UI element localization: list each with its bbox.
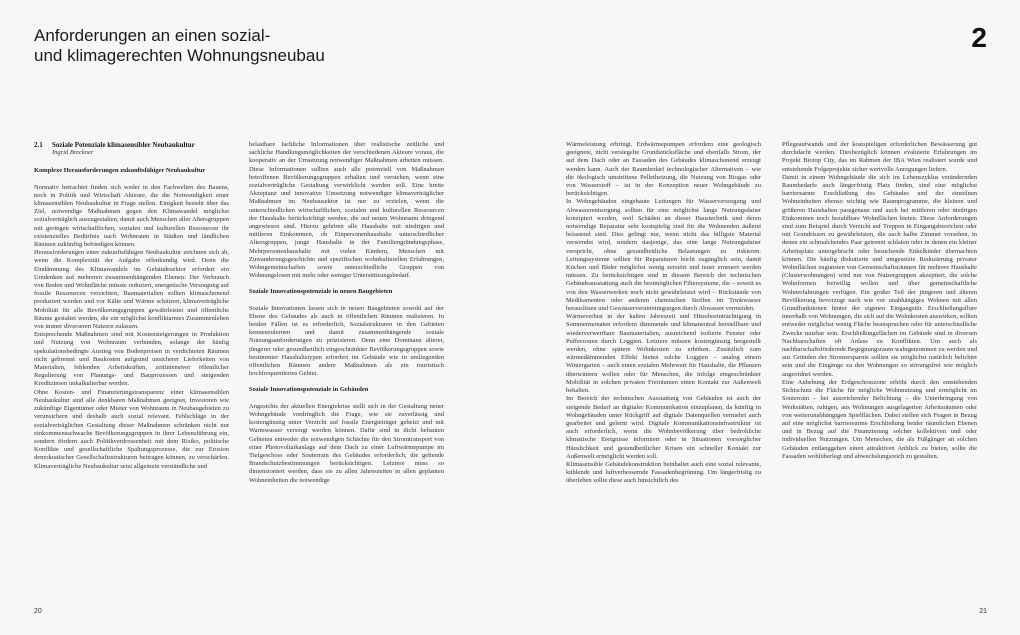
subheading: Soziale Innovationspotenziale in Gebäuden [249,386,369,394]
chapter-title-line2: und klimagerechten Wohnungsneubau [34,46,325,65]
paragraph: Normativ betrachtet finden sich weder in den Fachwelten des Bauens, noch in Politik und Wirtschaft Akteure, die die Notwendigkeit einer klimasensiblen Neubaukultur in Frage stellen. Einigkeit besteht über das Ziel, notwendige Maßnahmen gegen den Klimawandel möglichst sozialverträglich auszugestalten, damit auch Menschen aller Altersgruppen mit geringen wirtschaftlichen, sozialen und kulturellen Ressourcen ihr existenzielles Bedürfnis nach Wohnraum in Städten und ländlichen Räumen zukünftig befriedigen können. [34,183,229,249]
section-title: Soziale Potenziale klimasensibler Neubaukultur [52,141,195,149]
paragraph: Ohne Kosten- und Finanzierungstransparenz einer klimasensiblen Neubaukultur sind alle denkbaren Maßnahmen geeignet, Investoren wie zukünftige Eigentümer oder Mieter von Wohnraum in Neubaugebieten zu verunsichern und deshalb auch sozial relevant. Fehlschläge in der sozialverträglichen Gestaltung dieser Maßnahmen schränken nicht nur einkommensschwache Bevölkerungsgruppen in ihrer Lebensführung ein, sondern fördern auch Politikverdrossenheit mit dem Risiko, politische Konflikte und gesellschaftliche Spaltungsprozesse, die zur Erosion demokratischer Gesellschaftsstrukturen beitragen können, zu verschärfen. Klimaverträgliche Neubaukultur setzt allgemein verständliche und [34,388,229,470]
paragraph: Soziale Innovationen lassen sich in neuen Baugebieten sowohl auf der Ebene des Gebäudes als auch in öffentlichen Räumen realisieren. In beiden Fällen ist es erforderlich, Sozialstrukturen in den Gebieten kennenzulernen und damit zusammenhängende soziale Nutzungsanforderungen zu präzisieren. Denn eine Dominanz älterer, jüngerer oder gesundheitlich eingeschränkter Bevölkerungsgruppen sowie bestimmter Haushaltstypen erfordert im Gebäude wie in umliegenden öffentlichen Räumen andere Maßnahmen als ein touristisch hochfrequentiertes Gebiet. [249,304,444,378]
paragraph: Wärmeleistung erbringt. Erdwärmepumpen erfordern eine geologisch geeignete, nicht versiegelte Grundstücksfläche und ebenfalls Strom, der auf dem Dach oder an Fassaden des Gebäudes klimaschonend erzeugt werden kann. Auch der Raumbedarf technologischer Alternativen – wie die ökologisch umstrittene Pelletheizung, die Nutzung von Biogas oder von Wasserstoff – ist in der Konzeption neuer Wohngebäude zu berücksichtigen. [566,141,761,198]
subheading: Soziale Innovationspotenziale in neuen Baugebieten [249,288,393,296]
paragraph: Entsprechende Maßnahmen sind mit Kostensteigerungen in Produktion und Nutzung von Wohnraum verbunden, solange der häufig spekulationsbedingte Anstieg von Bodenpreisen in verdichteten Räumen nicht gebremst und Baukosten aufgrund unsicherer Lieferketten von Materialien, fehlenden Arbeitskräften, zeitintensiver öffentlicher Regulierung von Planungs- und Bauprozessen und steigenden Kreditzinsen unkalkulierbar werden. [34,331,229,388]
chapter-number: 2 [971,22,987,53]
paragraph: Pflegeaufwands und der kostspieligen erforderlichen Bewässerung gut durchdacht werden. Diesbezüglich können evaluierte Erfahrungen im Projekt Biotop City, das im Rahmen der IBA Wien realisiert wurde und entstehende Folgeprojekte sicher wertvolle Anregungen liefern. [782,141,977,173]
paragraph: In Wohngebäuden eingebaute Leitungen für Wasserversorgung und Abwasserentsorgung sollten für eine möglichst lange Nutzungsdauer konzipiert werden, weil Schäden an dieser Haustechnik und deren notwendige Reparatur sehr kostspielig sind für die Wohnenden äußerst belastend sind. Dies gelingt nur, wenn nicht das billigste Material verwendet wird, sondern dasjenige, das eine lange Nutzungsdauer verspricht, ohne gesundheitliche Belastungen zu riskieren. Leitungssysteme sollten für Reparaturen leicht zugänglich sein, damit Küchen und Bäder möglichst wenig zerstört und teuer erneuert werden müssen. Zu berücksichtigen sind in diesem Bereich der technischen Gebäudeausstattung auch die bestmöglichen Filtersysteme, die – soweit es von den Wasserwerken noch nicht gewährleistet wird – Rückstände von Medikamenten oder anderen chemischen Stoffen im Trinkwasser herauslösen und Gewässerverunreinigungen durch Abwasser vermeiden. [566,198,761,313]
subheading: Komplexe Herausforderungen zukunftsfähiger Neubaukultur [34,167,206,175]
paragraph-gap [249,280,444,288]
paragraph: belastbare fachliche Informationen über realistische zeitliche und sachliche Handlungsmöglichkeiten der verschiedenen Akteure voraus, die kooperativ an der Umsetzung notwendiger Maßnahmen arbeiten müssen. Diese Informationen sollten auch alle potenziell von Maßnahmen betroffenen Bevölkerungsgruppen erhalten und verstehen, wenn eine sozialverträgliche Gestaltung verwirklicht werden soll. Eine breite Akzeptanz und innovative Umsetzung notwendiger klimaverträglicher Maßnahmen im Neubausektor ist nur zu erzielen, wenn die unterschiedlichen wirtschaftlichen, sozialen und kulturellen Ressourcen der Haushalte berücksichtigt werden, die auf neuen Wohnraum dringend angewiesen sind. Hierzu gehören alle Haushalte mit niedrigen und mittleren Einkommen, ob Einpersonenhaushalte unterschiedlicher Altersgruppen, junge Haushalte in der Familiengründungsphase, Mehrpersonenhaushalte mit vielen Kindern, Menschen mit Zuwanderungsgeschichte und spezifischen wohnkulturellen Erfahrungen, Wohngemeinschaften sowie unterschiedliche Gruppen von Wohnungslosen mit mehr oder weniger Unterstützungsbedarf. [249,141,444,280]
text-column-2 [249,141,444,485]
paragraph: Angesichts der aktuellen Energiekrise stellt sich in der Gestaltung neuer Wohngebäude vordringlich die Frage, wie sie zuverlässig und kostengünstig unter Verzicht auf fossile Energieträger geheizt und mit Warmwasser versorgt werden können. Dafür sind in dicht bebauten Gebieten entweder die notwendigen Schächte für den Stromtransport von einer Photovoltaikanlage auf dem Dach zu einer Luftwärmepumpe im Tiefgeschoss oder Souterrain des Gebäudes erforderlich, die geltende Brandschutzbestimmungen berücksichtigen. Letztere muss so dimensioniert werden, dass sie zu allen Jahreszeiten in allen geplanten Wohneinheiten die notwendige [249,402,444,484]
text-column-3 [566,141,761,486]
paragraph-gap [34,176,229,184]
text-column-1 [34,141,229,471]
paragraph-gap [249,395,444,403]
paragraph-gap [249,378,444,386]
paragraph: Damit in einem Wohngebäude die sich im Lebenszyklus verändernden Raumbedarfe auch längerfristig Platz finden, sind eine möglichst barrierearme Erschließung des Gebäudes und der einzelnen Wohneinheiten ebenso wichtig wie Raumprogramme, die kleinen und größeren Haushalten passgenaue und auch bei mittleren oder niedrigen Einkommen noch bezahlbare Wohnflächen bieten. Diese Anforderungen sind zum Beispiel durch Verzicht auf Treppen in Eingangsbereichen oder mit Grundrissen zu gewährleisten, die auch halbe Zimmer vorsehen, in denen ein schmalchendes Paar getrennt schlafen oder in denen ein kleiner Arbeitsplatz untergebracht oder besuchende Enkelkinder übernachten können. Die häufig diskutierte und umgesetzte Reduzierung privater Wohnflächen zugunsten von Gemeinschaftsräumen für mehrere Haushalte (Clusterwohnungen) wird nur von Nutzergruppen akzeptiert, die solche Wohnformen freiwillig wollen und über gemeinschaftliche Wohnerfahrungen verfügen. Ein großer Teil der jüngeren und älteren Bevölkerung bevorzugt nach wie vor unabhängiges Wohnen mit allen Grundfunktionen hinter der eigenen Eingangstür. Erschließungsflure innerhalb von Wohnungen, die sich auf die Wohnkosten auswirken, sollten entweder möglichst wenig Fläche beanspruchen oder für unterschiedliche Zwecke nutzbar sein. Erschließungsflächen im Gebäude sind in diversen Nachbarschaften oft Anlass zu Konflikten. Um auch als nachbarschaftsfördernde Begegnungsraum wahrgenommen zu werden und aus Gründen der Stromersparnis sollten sie möglichst natürlich belichtet sein und die Eingänge zu den Wohnungen so störungsfrei wie möglich angeordnet werden. [782,173,977,378]
chapter-title-line1: Anforderungen an einen sozial- [34,26,271,45]
section-author: Ingrid Breckner [52,149,94,157]
paragraph: Im Bereich der technischen Ausstattung von Gebäuden ist auch der steigende Bedarf an digitaler Kommunikation einzuplanen, da künftig in Wohngebäuden unter Rückgriff auf digitale Datenquellen vermehrt auch gearbeitet und gelernt wird. Digitale Kommunikationsinfrastruktur ist auch erforderlich, wenn die Wohnbevölkerung über bedrohliche klimatische Ereignisse informiert oder in Situationen vorsorglicher Häuslichkeit und gesundheitlicher Krisen ein schneller Kontakt zur Außenwelt ermöglicht werden soll. [566,395,761,460]
paragraph-gap [249,297,444,305]
paragraph: Herausforderungen einer zukunftsfähigen Neubaukultur zeichnen sich ab, wenn die Komplexität der Aufgabe offenkundig wird. Denn die Eindämmung des Klimawandels im Gebäudesektor erfordert ein Umdenken auf mehreren zusammenhängenden Ebenen: Der Verbrauch von Boden und Wohnfläche müsste reduziert, energetische Versorgung auf fossile Ressourcen verzichten, Baumaterialien sollten klimaschonend produziert werden und vor Kälte und Wärme schützen, klimaverträgliche Mobilität für alle Bevölkerungsgruppen gewährleistet und öffentliche Räume gestaltet werden, die ein möglichst konfliktarmes Zusammenleben von immer diverseren Nutzern zulassen. [34,249,229,331]
section-heading [34,141,229,149]
page-number-left: 20 [34,608,42,615]
paragraph: Wärmeverlust in der kalten Jahreszeit und Hitzebeeinträchtigung in Sommermonaten erfordern dämmende und klimaneutral herstellbare und wiederverwertbare Baumaterialien, ausreichend isolierte Fenster oder Pufferzonen durch Loggien. Letztere müssen kostengünstig hergestellt werden, ohne spätere Wohnkosten zu erhöhen. Zusätzlich zum wärmedämmenden Effekt bieten solche Loggien – analog einem Wintergarten – auch einen sozialen Mehrwert für Haushalte, die Pflanzen überwintern wollen oder für Menschen, die infolge eingeschränkter Mobilität in solchen privaten Freiräumen einen Kontakt zur Außenwelt behalten. [566,313,761,395]
page-number-right: 21 [979,608,987,615]
section-number: 2.1 [34,141,43,149]
chapter-title [34,26,325,66]
paragraph: Eine Anhebung der Erdgeschosszone erhöht durch den entstehenden Sichtschutz die Fläche für mögliche Wohnnutzung und ermöglicht im Souterrain – bei ausreichender Belichtung – die Unterbringung von Werkstätten, ruhigen, aus Wohnungen ausgelagerten Arbeitsräumen oder von wetterunabhängigen Spielflächen. Dabei stellen sich Fragen in Bezug auf eine möglichst barrierearme Erschließung beider räumlichen Ebenen und in Bezug auf die Finanzierung solcher kollektiven und oder individuellen Nutzungen. Um Menschen, die als Fußgänger an solchen Gebäuden entlanggehen einen attraktiven Anblick zu bieten, sollte die Fassaden wohlüberlegt und abwechslungsreich zu gestalten. [782,378,977,460]
text-column-4 [782,141,977,461]
paragraph: Klimasensible Gebäudekonstruktion beinhaltet auch eine sozial relevante, kühlende und luftverbessernde Fassadenbegrünung. Um längerfristig zu überleben sollte diese auch hinsichtlich des [566,460,761,485]
